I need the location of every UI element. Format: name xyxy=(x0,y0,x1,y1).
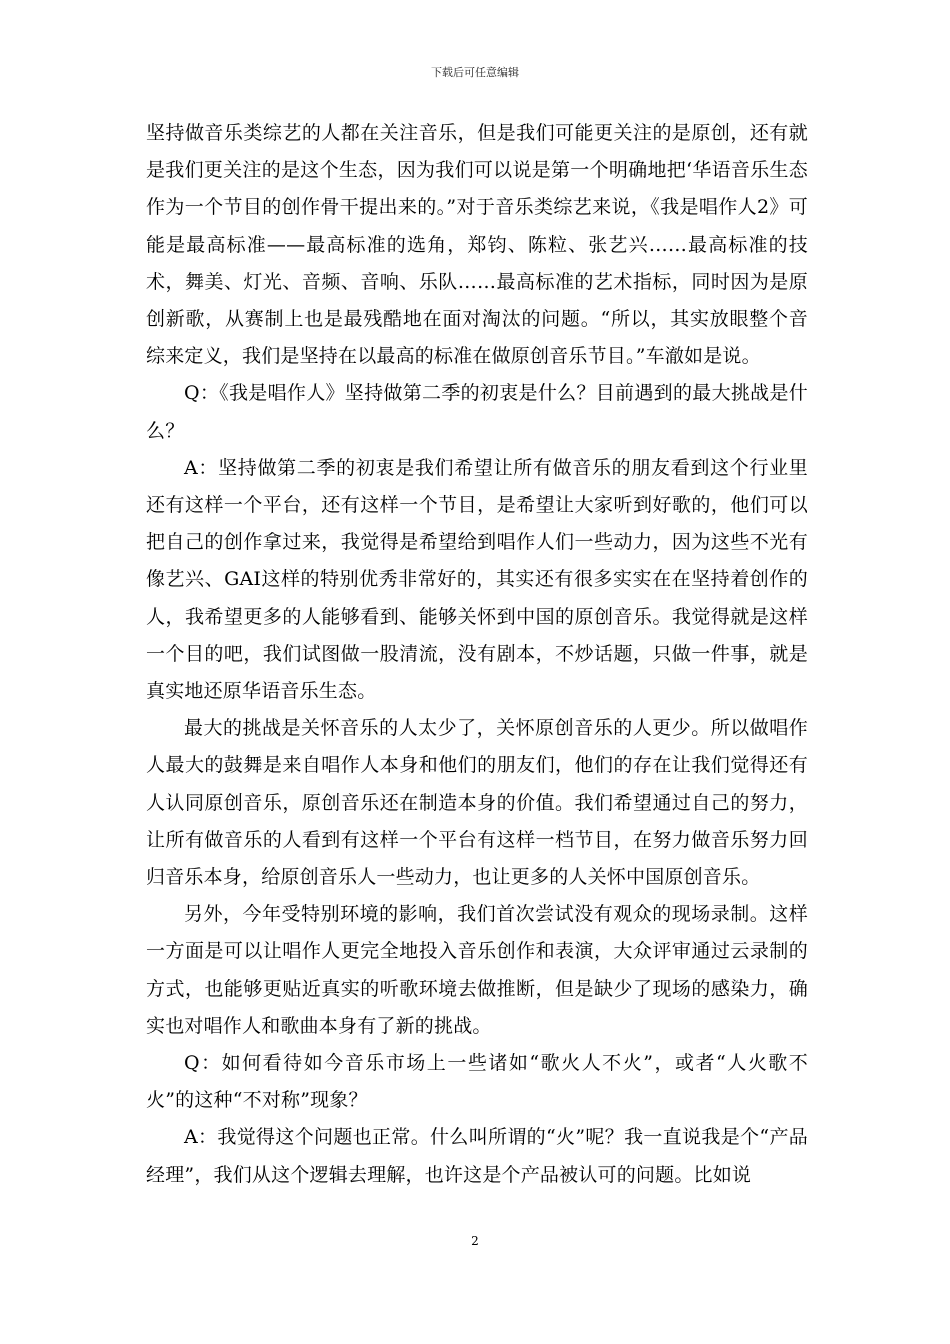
paragraph-challenge: 最大的挑战是关怀音乐的人太少了，关怀原创音乐的人更少。所以做唱作人最大的鼓舞是来自唱作人本身和他们的朋友们，他们的存在让我们觉得还有人认同原创音乐，原创音乐还在制造本身的价值。我们希望通过自己的努力，让所有做音乐的人看到有这样一个平台有这样一档节目，在努力做音乐努力回归音乐本身，给原创音乐人一些动力，也让更多的人关怀中国原创音乐。 xyxy=(146,717,808,889)
body-text xyxy=(146,115,808,1194)
paragraph-question-1: Q：《我是唱作人》坚持做第二季的初衷是什么？目前遇到的最大挑战是什么？ xyxy=(146,382,808,442)
page-number: 2 xyxy=(471,1234,479,1248)
paragraph-question-2: Q：如何看待如今音乐市场上一些诸如“歌火人不火”，或者“人火歌不火”的这种“不对称”现象？ xyxy=(146,1052,808,1112)
page-header: 下载后可任意编辑 xyxy=(431,66,519,79)
paragraph-answer-2: A：我觉得这个问题也正常。什么叫所谓的“火”呢？我一直说我是个“产品经理”，我们从这个逻辑去理解，也许这是个产品被认可的问题。比如说 xyxy=(146,1126,808,1186)
paragraph-intro: 坚持做音乐类综艺的人都在关注音乐，但是我们可能更关注的是原创，还有就是我们更关注的是这个生态，因为我们可以说是第一个明确地把‘华语音乐生态作为一个节目的创作骨干提出来的。”对于音乐类综艺来说，《我是唱作人2》可能是最高标准——最高标准的选角，郑钧、陈粒、张艺兴……最高标准的技术，舞美、灯光、音频、音响、乐队……最高标准的艺术指标，同时因为是原创新歌，从赛制上也是最残酷地在面对淘汰的问题。“所以，其实放眼整个音综来定义，我们是坚持在以最高的标准在做原创音乐节目。”车澈如是说。 xyxy=(146,122,808,368)
paragraph-answer-1: A：坚持做第二季的初衷是我们希望让所有做音乐的朋友看到这个行业里还有这样一个平台，还有这样一个节目，是希望让大家听到好歌的，他们可以把自己的创作拿过来，我觉得是希望给到唱作人们一些动力，因为这些不光有像艺兴、GAI这样的特别优秀非常好的，其实还有很多实实在在坚持着创作的人，我希望更多的人能够看到、能够关怀到中国的原创音乐。我觉得就是这样一个目的吧，我们试图做一股清流，没有剧本，不炒话题，只做一件事，就是真实地还原华语音乐生态。 xyxy=(146,456,808,703)
paragraph-environment: 另外，今年受特别环境的影响，我们首次尝试没有观众的现场录制。这样一方面是可以让唱作人更完全地投入音乐创作和表演，大众评审通过云录制的方式，也能够更贴近真实的听歌环境去做推断，但是缺少了现场的感染力，确实也对唱作人和歌曲本身有了新的挑战。 xyxy=(146,903,808,1037)
